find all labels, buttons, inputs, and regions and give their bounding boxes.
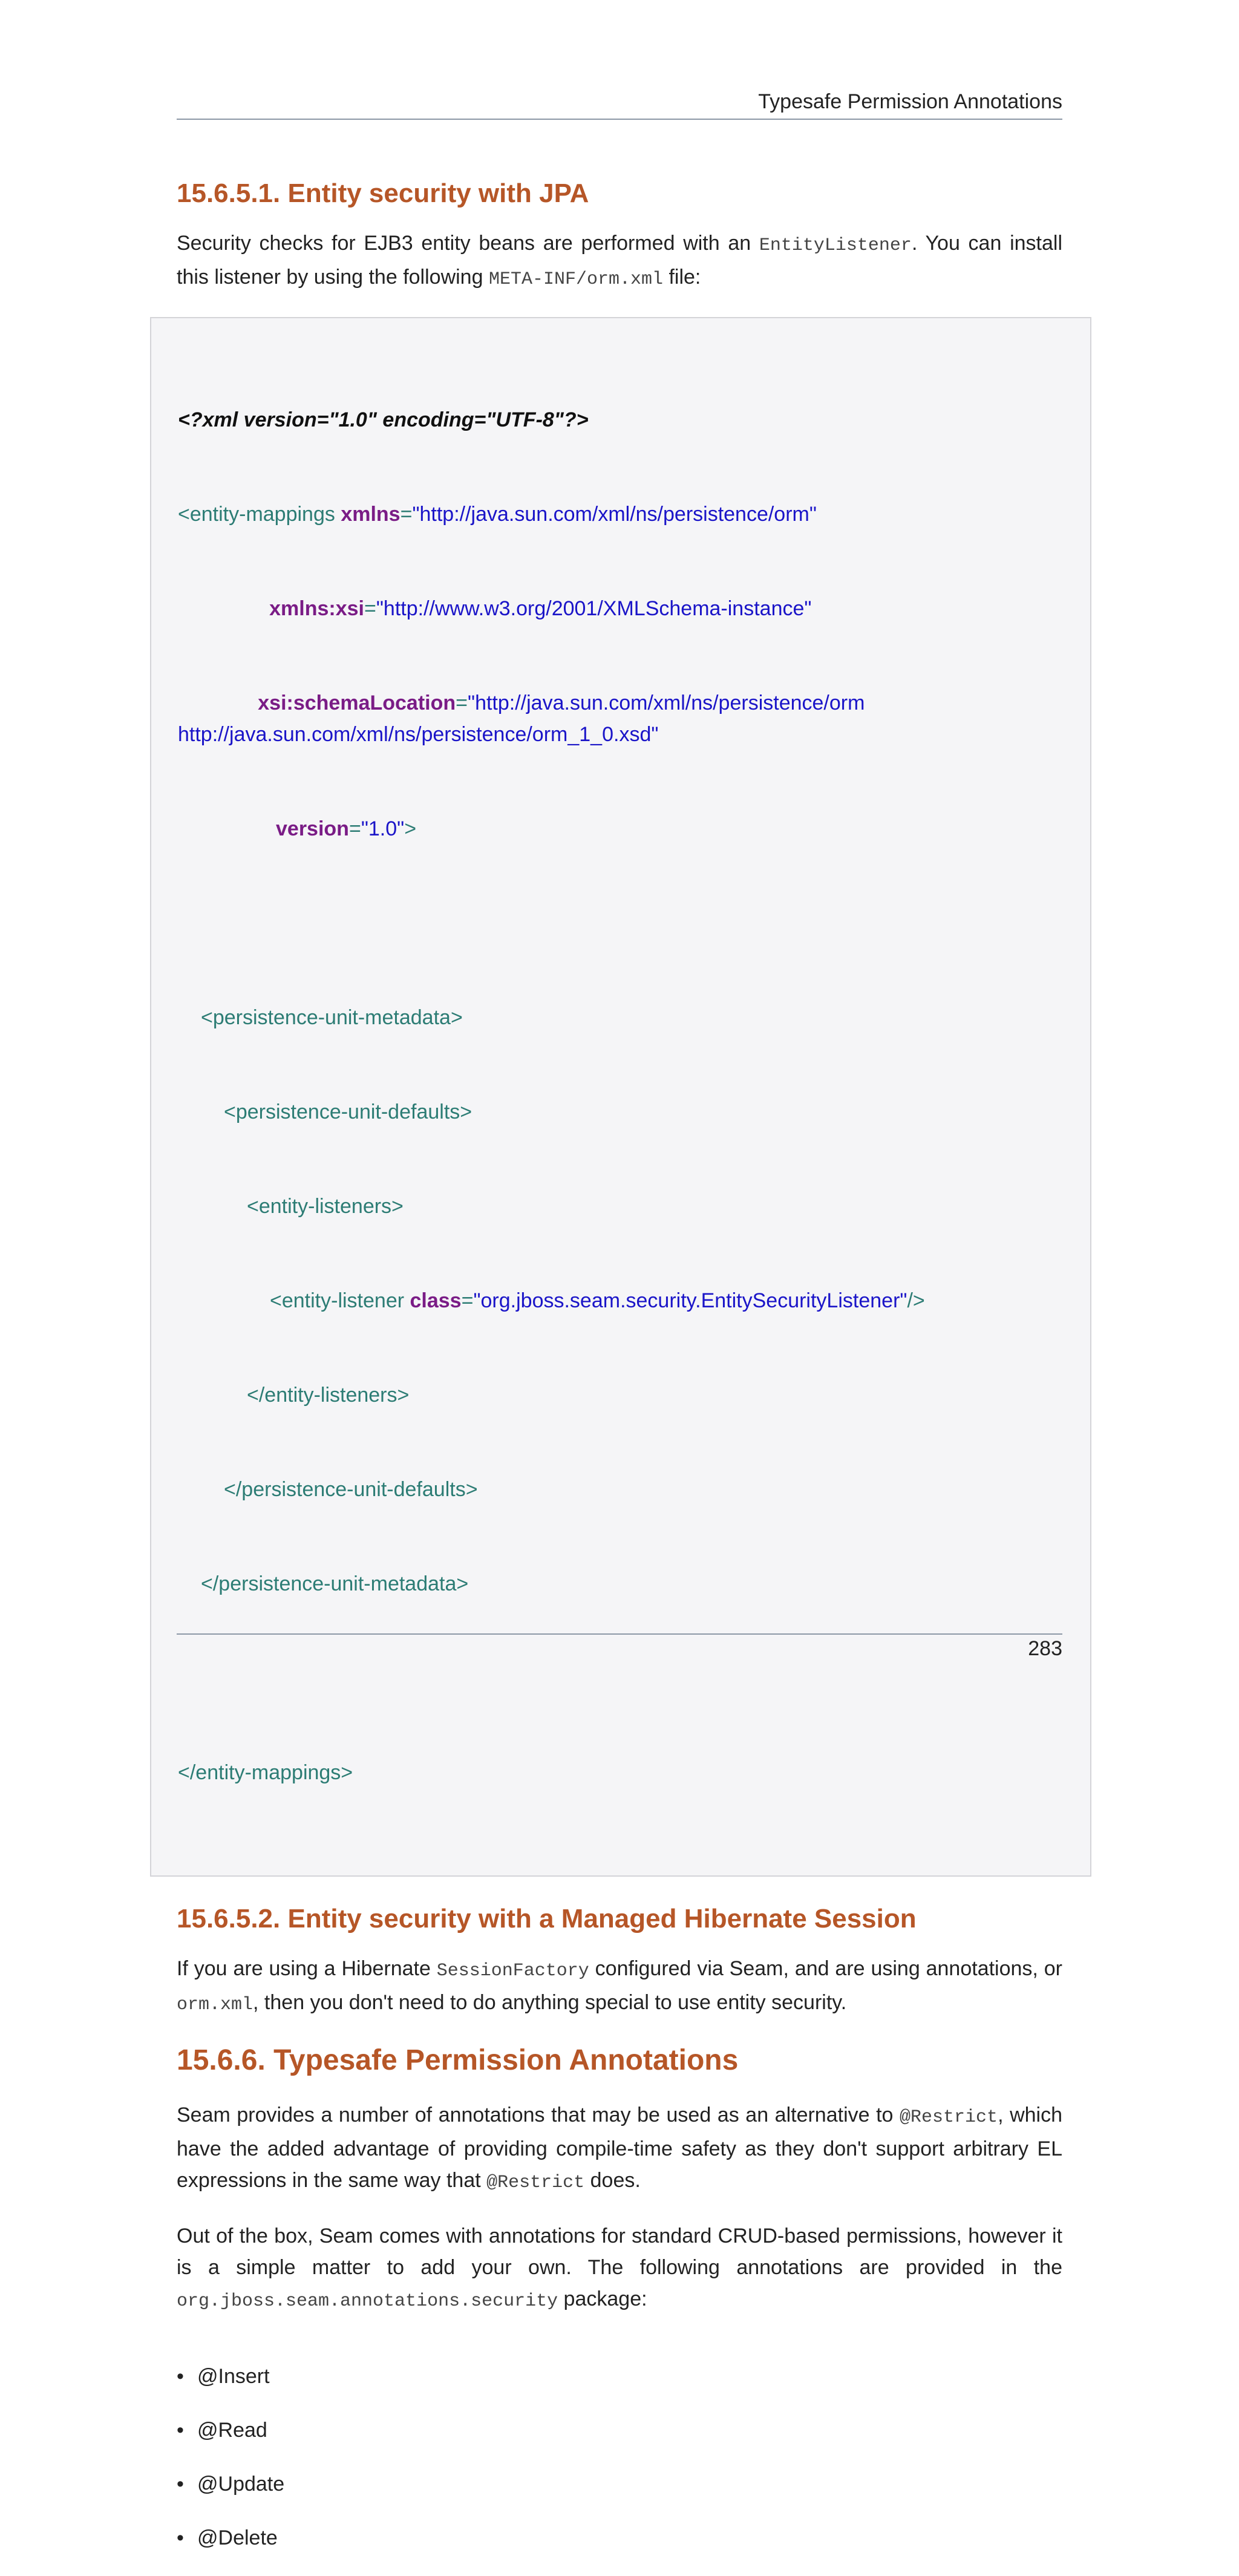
text-run: file:: [663, 266, 701, 289]
code-line: </entity-listeners>: [247, 1384, 410, 1407]
text-run: Security checks for EJB3 entity beans are performed with an: [177, 232, 759, 255]
text-run: Seam provides a number of annotations that may be used as an alternative to: [177, 2104, 900, 2127]
section-heading-entity-security-jpa: 15.6.5.1. Entity security with JPA: [177, 178, 589, 208]
page-number: 283: [1028, 1637, 1062, 1660]
code-value: "http://java.sun.com/xml/ns/persistence/orm": [412, 503, 817, 526]
code-line: <persistence-unit-defaults>: [224, 1100, 472, 1123]
list-item: • @Read: [177, 2414, 1062, 2446]
text-run: If you are using a Hibernate: [177, 1957, 437, 1980]
page-content: [177, 175, 1062, 2576]
running-header: Typesafe Permission Annotations: [758, 90, 1062, 113]
list-item: • @Insert: [177, 2361, 1062, 2392]
code-punct: =: [400, 503, 413, 526]
text-run: Out of the box, Seam comes with annotations for standard CRUD-based permissions, however it is a simple matter to add your own. The following annotations are provided in the: [177, 2225, 1062, 2279]
inline-code: org.jboss.seam.annotations.security: [177, 2291, 558, 2312]
code-line: [178, 1285, 1064, 1316]
text-run: , then you don't need to do anything special to use entity security.: [253, 1991, 847, 2014]
annotation-list: [177, 2361, 1062, 2554]
code-blank-line: [178, 1662, 1064, 1694]
code-attr: xmlns:xsi: [178, 597, 364, 620]
code-line: </persistence-unit-metadata>: [201, 1572, 469, 1595]
inline-code: @Restrict: [900, 2107, 998, 2128]
code-attr: version: [276, 817, 349, 840]
text-run: package:: [558, 2287, 647, 2310]
code-attr: xsi:schemaLocation: [178, 691, 456, 714]
text-run: configured via Seam, and are using annotations, or: [589, 1957, 1062, 1980]
paragraph-entity-listener: [177, 227, 1062, 295]
section-heading-managed-hibernate-session: 15.6.5.2. Entity security with a Managed Hibernate Session: [177, 1904, 917, 1934]
code-punct: =: [456, 691, 468, 714]
inline-code: META-INF/orm.xml: [488, 269, 663, 290]
code-tag: <entity-mappings: [178, 503, 341, 526]
code-attr: class: [410, 1289, 462, 1312]
code-punct: =: [348, 817, 361, 840]
footer-rule: [177, 1633, 1062, 1635]
code-tag: >: [404, 817, 417, 840]
code-line: [178, 499, 1064, 530]
inline-code: SessionFactory: [436, 1961, 589, 1981]
paragraph-hibernate-session: [177, 1953, 1062, 2021]
code-line: </persistence-unit-defaults>: [224, 1478, 478, 1501]
code-line: [178, 813, 1064, 845]
code-block-orm-xml: [150, 317, 1091, 1877]
code-punct: =: [364, 597, 376, 620]
inline-code: orm.xml: [177, 1995, 253, 2015]
code-line: <entity-listeners>: [247, 1195, 404, 1218]
code-line: [178, 593, 1064, 624]
code-value: "1.0": [361, 817, 405, 840]
text-run: does.: [584, 2169, 641, 2192]
code-line: <persistence-unit-metadata>: [201, 1006, 463, 1029]
code-value: "http://www.w3.org/2001/XMLSchema-instance": [376, 597, 812, 620]
code-line: </entity-mappings>: [178, 1761, 353, 1784]
section-heading-typesafe-permission-annotations: 15.6.6. Typesafe Permission Annotations: [177, 2044, 739, 2076]
inline-code: @Restrict: [486, 2172, 585, 2193]
code-tag: <entity-listener: [270, 1289, 410, 1312]
code-value: "org.jboss.seam.security.EntitySecurityListener": [473, 1289, 907, 1312]
code-line: [178, 687, 1064, 750]
code-value: "http://java.sun.com/xml/ns/persistence/orm http://java.sun.com/xml/ns/persistence/orm_1_0.xsd": [178, 691, 871, 746]
code-attr: xmlns: [341, 503, 400, 526]
paragraph-restrict-alternative: [177, 2099, 1062, 2198]
text-run: . You can install this listener by using the following: [177, 232, 1062, 289]
inline-code: EntityListener: [759, 235, 912, 256]
list-item: • @Update: [177, 2468, 1062, 2500]
code-line: <?xml version="1.0" encoding="UTF-8"?>: [178, 408, 589, 431]
code-punct: =: [461, 1289, 474, 1312]
header-rule: [177, 119, 1062, 120]
code-tag: />: [907, 1289, 925, 1312]
list-item: • @Delete: [177, 2522, 1062, 2554]
code-blank-line: [178, 907, 1064, 939]
paragraph-crud-annotations: [177, 2220, 1062, 2317]
text-run: , which have the added advantage of providing compile-time safety as they don't support arbitrary EL expressions in the same way that: [177, 2104, 1062, 2192]
